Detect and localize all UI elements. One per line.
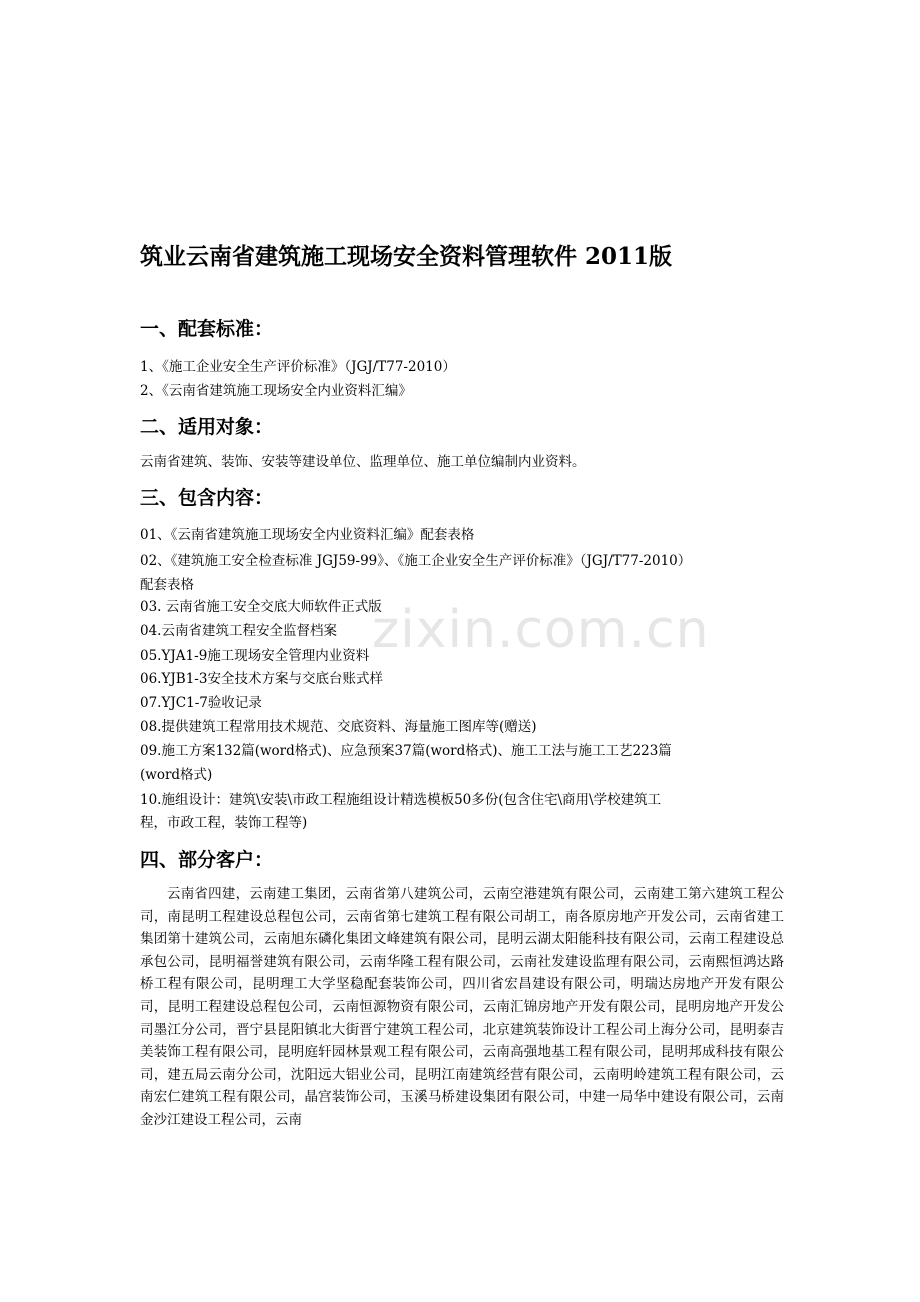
content-line: 01、《云南省建筑施工现场安全内业资料汇编》配套表格 (140, 527, 475, 543)
content-line: 03. 云南省施工安全交底大师软件正式版 (140, 599, 382, 615)
content-line: 05.YJA1-9施工现场安全管理内业资料 (140, 648, 370, 664)
content-line: 10.施组设计：建筑\安装\市政工程施组设计精选模板50多份(包含住宅\商用\学校建筑工 (140, 792, 662, 808)
clients-paragraph: 云南省四建，云南建工集团，云南省第八建筑公司，云南空港建筑有限公司，云南建工第六建筑工程公司，南昆明工程建设总程包公司，云南省第七建筑工程有限公司胡工，南各原房地产开发公司，云南省建工集团第十建筑公司，云南旭东磷化集团文峰建筑有限公司，昆明云湖太阳能科技有限公司，云南工程建设总承包公司，昆明福誉建筑有限公司，云南华隆工程有限公司，云南社发建设监理有限公司，云南熙恒鸿达路桥工程有限公司，昆明理工大学坚稳配套装饰公司，四川省宏昌建设有限公司，明瑞达房地产开发有限公司，昆明工程建设总程包公司，云南恒源物资有限公司，云南汇锦房地产开发有限公司，昆明房地产开发公司墨江分公司，晋宁县昆阳镇北大街晋宁建筑工程公司，北京建筑装饰设计工程公司上海分公司，昆明泰吉美装饰工程有限公司，昆明庭轩园林景观工程有限公司，云南高强地基工程有限公司，昆明邦成科技有限公司，建五局云南分公司，沈阳远大铝业公司，昆明江南建筑经营有限公司，云南明岭建筑工程有限公司，云南宏仁建筑工程有限公司，晶宫装饰公司，玉溪马桥建设集团有限公司，中建一局华中建设有限公司，云南金沙江建设工程公司，云南 (140, 886, 784, 1128)
section-heading-audience: 二、适用对象： (140, 416, 274, 438)
content-line: 09.施工方案132篇(word格式)、应急预案37篇(word格式)、施工工法与施工工艺223篇 (140, 743, 672, 759)
section-heading-clients: 四、部分客户： (140, 849, 274, 871)
content-line: 06.YJB1-3安全技术方案与交底台账式样 (140, 671, 383, 687)
audience-text: 云南省建筑、装饰、安装等建设单位、监理单位、施工单位编制内业资料。 (140, 454, 586, 470)
content-line: 07.YJC1-7验收记录 (140, 695, 262, 711)
standard-item: 1、《施工企业安全生产评价标准》（JGJ/T77-2010） (140, 359, 456, 375)
content-line: 08.提供建筑工程常用技术规范、交底资料、海量施工图库等(赠送) (140, 719, 537, 735)
standard-item: 2、《云南省建筑施工现场安全内业资料汇编》 (140, 383, 412, 399)
content-line: 程，市政工程，装饰工程等) (140, 815, 308, 831)
document-title: 筑业云南省建筑施工现场安全资料管理软件 2011版 (140, 243, 673, 270)
section-heading-contents: 三、包含内容： (140, 487, 274, 509)
content-line: 04.云南省建筑工程安全监督档案 (140, 623, 337, 639)
content-line: 配套表格 (140, 577, 194, 593)
content-line: 02、《建筑施工安全检查标准 JGJ59-99》、《施工企业安全生产评价标准》（JGJ/T77-2010） (140, 553, 692, 569)
watermark: zixin.com.cn (372, 600, 710, 660)
document-page (140, 0, 784, 1302)
section-heading-standards: 一、配套标准： (140, 318, 274, 340)
content-line: (word格式) (140, 767, 213, 783)
